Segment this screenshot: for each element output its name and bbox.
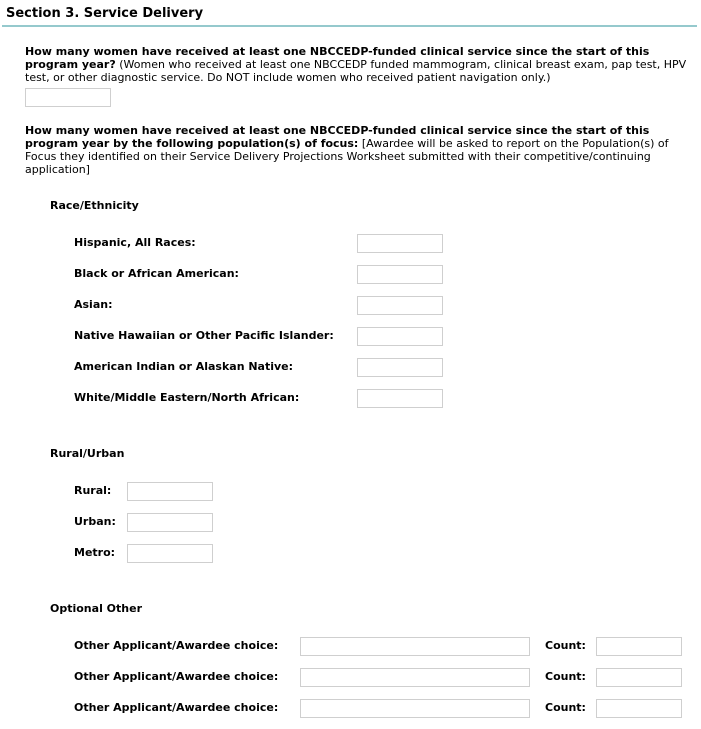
count-label: Count: (545, 670, 586, 683)
native-hawaiian-input[interactable] (357, 327, 443, 346)
rural-label: Rural: (74, 484, 112, 497)
rural-urban-heading: Rural/Urban (50, 447, 125, 460)
count-input[interactable] (596, 668, 682, 687)
question-total-women (25, 45, 693, 84)
other-choice-label: Other Applicant/Awardee choice: (74, 639, 279, 652)
native-hawaiian-label: Native Hawaiian or Other Pacific Islander: (74, 329, 334, 342)
metro-label: Metro: (74, 546, 116, 559)
other-choice-label: Other Applicant/Awardee choice: (74, 670, 279, 683)
hispanic-input[interactable] (357, 234, 443, 253)
count-label: Count: (545, 701, 586, 714)
rural-input[interactable] (127, 482, 213, 501)
question-population-focus-note: [Awardee will be asked to report on the Population(s) of Focus they identified on their Service Delivery Projections Worksheet submitted with their competitive/continuing application] (25, 137, 669, 176)
metro-input[interactable] (127, 544, 213, 563)
total-women-input[interactable] (25, 88, 111, 107)
question-population-focus (25, 124, 693, 176)
question-total-women-note: (Women who received at least one NBCCEDP funded mammogram, clinical breast exam, pap test, HPV test, or other diagnostic service. Do NOT include women who received patient navigation only.) (25, 58, 687, 84)
other-choice-input[interactable] (300, 668, 530, 687)
hispanic-label: Hispanic, All Races: (74, 236, 196, 249)
count-label: Count: (545, 639, 586, 652)
other-choice-input[interactable] (300, 637, 530, 656)
asian-label: Asian: (74, 298, 113, 311)
american-indian-label: American Indian or Alaskan Native: (74, 360, 294, 373)
question-total-women-bold: How many women have received at least one NBCCEDP-funded clinical service since the start of this program year? (25, 45, 650, 71)
american-indian-input[interactable] (357, 358, 443, 377)
question-population-focus-bold: How many women have received at least one NBCCEDP-funded clinical service since the start of this program year by the following population(s) of focus: (25, 124, 650, 150)
section-title: Section 3. Service Delivery (6, 6, 204, 21)
optional-other-heading: Optional Other (50, 602, 142, 615)
black-african-american-input[interactable] (357, 265, 443, 284)
asian-input[interactable] (357, 296, 443, 315)
black-african-american-label: Black or African American: (74, 267, 239, 280)
race-ethnicity-heading: Race/Ethnicity (50, 199, 139, 212)
section-title-divider (2, 25, 697, 27)
white-mena-input[interactable] (357, 389, 443, 408)
other-choice-input[interactable] (300, 699, 530, 718)
urban-label: Urban: (74, 515, 116, 528)
other-choice-label: Other Applicant/Awardee choice: (74, 701, 279, 714)
white-mena-label: White/Middle Eastern/North African: (74, 391, 300, 404)
count-input[interactable] (596, 637, 682, 656)
urban-input[interactable] (127, 513, 213, 532)
count-input[interactable] (596, 699, 682, 718)
